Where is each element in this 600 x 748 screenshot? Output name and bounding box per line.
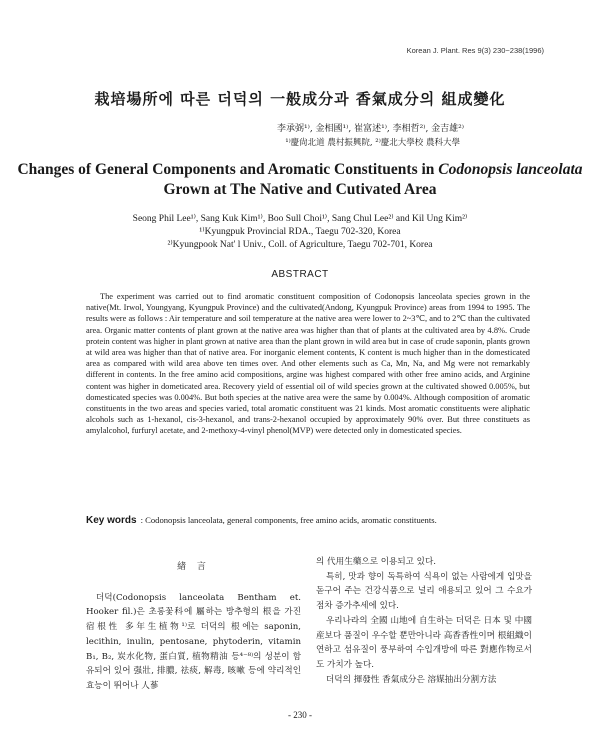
- intro-paragraph-3: 우리나라의 全國 山地에 自生하는 더덕은 日本 및 中國産보다 품질이 우수할 뿐만아니라 高香香性이며 根組織이 연하고 섬유질이 풍부하여 수입개방에 따른 對應作物로서도 가치가 높다.: [316, 615, 532, 670]
- english-authors: Seong Phil Lee¹⁾, Sang Kuk Kim¹⁾, Boo Sull Choi¹⁾, Sang Chul Lee²⁾ and Kil Ung Kim²⁾: [132, 214, 468, 224]
- keywords-label: Key words: [86, 515, 137, 526]
- right-column: [316, 555, 532, 687]
- left-column: [86, 560, 301, 694]
- intro-paragraph-4: 더덕의 揮發性 香氣成分은 溶媒抽出分割方法: [326, 674, 497, 685]
- abstract-heading: ABSTRACT: [271, 269, 329, 280]
- english-title-species: Codonopsis lanceolata: [438, 161, 583, 178]
- korean-title: 栽培場所에 따른 더덕의 一般成分과 香氣成分의 組成變化: [94, 90, 506, 108]
- korean-authors: 李承弼¹⁾, 金相國¹⁾, 崔富述¹⁾, 李相哲²⁾, 金吉雄²⁾: [277, 124, 464, 134]
- english-affiliation-1: ¹⁾Kyungpuk Provincial RDA., Taegu 702-320, Korea: [199, 227, 401, 237]
- introduction-heading: 緖 言: [177, 562, 210, 572]
- page-number: - 230 -: [288, 710, 312, 720]
- intro-paragraph-continued: 의 代用生藥으로 이용되고 있다.: [316, 557, 437, 567]
- intro-paragraph-2: 특히, 맛과 향이 독특하여 식욕이 없는 사람에게 입맛을 돋구어 주는 건강식품으로 널리 애용되고 있어 그 수요가 점차 증가추세에 있다.: [316, 571, 532, 612]
- intro-paragraph-1: 더덕(Codonopsis lanceolata Bentham et. Hooker fil.)은 초롱꽃科에 屬하는 방추형의 根을 가진 宿根性 多年生植物¹⁾로 더덕의 根에는 saponin, lecithin, inulin, pentosane, phytoderin, vitamin B₁, B₂, 炭水化物, 蛋白質, 植物精油 등⁴⁻⁸⁾의 성분이 함유되어 있어 强壯, 排膿, 祛痰, 解毒, 咳嗽 등에 약리적인 효능이 뛰어나 人蔘: [86, 592, 301, 691]
- keywords-list: : Codonopsis lanceolata, general components, free amino acids, aromatic constituents.: [140, 515, 437, 525]
- english-title-part1: Changes of General Components and Aromatic Constituents in: [17, 161, 439, 178]
- english-title: [0, 160, 600, 200]
- keywords-line: [86, 515, 530, 526]
- english-affiliation-2: ²⁾Kyungpook Nat' l Univ., Coll. of Agriculture, Taegu 702-701, Korea: [167, 240, 433, 250]
- korean-affiliations: ¹⁾慶尙北道 農村振興院, ²⁾慶北大學校 農科大學: [285, 138, 460, 148]
- journal-reference: Korean J. Plant. Res 9(3) 230~238(1996): [406, 46, 544, 55]
- english-title-part2: Grown at The Native and Cutivated Area: [163, 181, 437, 198]
- abstract-body: The experiment was carried out to find aromatic constituent composition of Codonopsis lanceolata species grown in the native(Mt. Irwol, Youngyang, Kyungpuk Province) and the cultivated(Andong, Kyungpuk Province) areas from 1994 to 1995. The results were as follows : Air temperature and soil temperature at the native area were lower to 2~3℃, and to 2℃ than the cultivated area. Organic matter contents of plant grown at the native area was higher than that of plants at the cultivated area by 4.8%. Crude protein content was higher in plant grown at native area than the plant grown in wild area but in case of crude saponin, plants grown at wild area was higher than that of native area. For inorganic element contents, K content is much higher than in the domesticated area as compared with wild area above ten times over. And other elements such as Ca, Mn, Na, and Mg were not remarkably different in contents. In the free amino acid compositions, argine was highest compared with other free amino acids, and Arginine content was higher in dometicated area. Recovery yield of essential oil of wild species grown at the cultivated showed 0.005%, but domesticated species was 0.004%. But both species at the native area were the same by 0.004%. Although composition of aromatic constituents in the two areas and species varied, total aromatic constituent was 21 kinds. Most aromatic constituents were aliphatic alcohols such as 1-hexanol, cis-3-hexanol, and trans-2-hexanol occupied by approximately 90% over. But three constituets as amylalcohol, furfuryl acetate, and 2-methoxy-4-vinyl phenol(MVP) were detected only in domesticated species.: [86, 292, 530, 436]
- english-author-block: [0, 213, 600, 252]
